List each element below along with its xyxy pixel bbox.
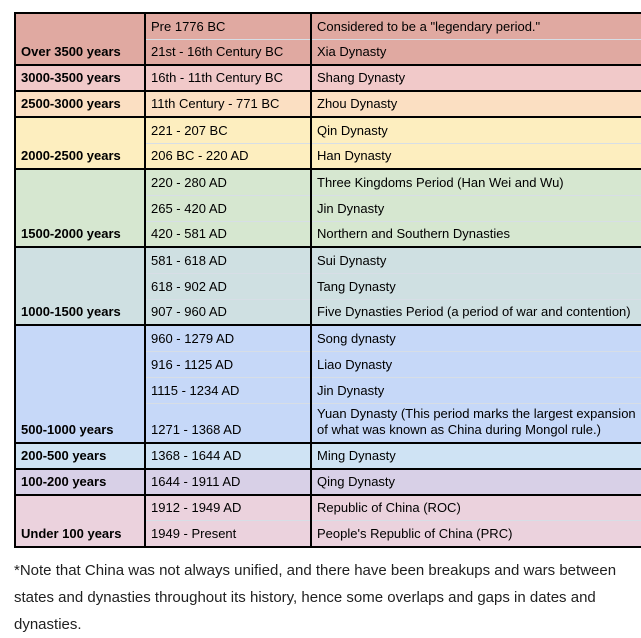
date-range-cell: 1644 - 1911 AD (145, 469, 311, 495)
dynasty-cell: Ming Dynasty (311, 443, 641, 469)
age-range-cell: 1500-2000 years (15, 169, 145, 247)
dynasty-cell: Qin Dynasty (311, 117, 641, 143)
date-range-cell: Pre 1776 BC (145, 13, 311, 39)
date-range-cell: 907 - 960 AD (145, 299, 311, 325)
age-range-cell: 2000-2500 years (15, 117, 145, 169)
date-range-cell: 265 - 420 AD (145, 195, 311, 221)
dynasty-cell: Sui Dynasty (311, 247, 641, 273)
date-range-cell: 581 - 618 AD (145, 247, 311, 273)
dynasty-cell: Three Kingdoms Period (Han Wei and Wu) (311, 169, 641, 195)
dynasty-cell: Republic of China (ROC) (311, 495, 641, 521)
table-row (15, 91, 641, 117)
dynasty-cell: Jin Dynasty (311, 195, 641, 221)
dynasty-cell: Xia Dynasty (311, 39, 641, 65)
table-row (15, 469, 641, 495)
date-range-cell: 1368 - 1644 AD (145, 443, 311, 469)
table-row (15, 169, 641, 195)
table-row (15, 443, 641, 469)
date-range-cell: 221 - 207 BC (145, 117, 311, 143)
dynasty-cell: People's Republic of China (PRC) (311, 521, 641, 547)
dynasty-cell: Jin Dynasty (311, 377, 641, 403)
date-range-cell: 11th Century - 771 BC (145, 91, 311, 117)
table-row (15, 495, 641, 521)
dynasty-cell: Five Dynasties Period (a period of war and contention) (311, 299, 641, 325)
age-range-cell: 2500-3000 years (15, 91, 145, 117)
dynasty-cell: Song dynasty (311, 325, 641, 351)
date-range-cell: 16th - 11th Century BC (145, 65, 311, 91)
footnote: *Note that China was not always unified, and there have been breakups and wars between states and dynasties throughout its history, hence some overlaps and gaps in dates and dynasties. (14, 561, 617, 633)
date-range-cell: 420 - 581 AD (145, 221, 311, 247)
table-row (15, 13, 641, 39)
date-range-cell: 618 - 902 AD (145, 273, 311, 299)
age-range-cell: 1000-1500 years (15, 247, 145, 325)
dynasty-cell: Zhou Dynasty (311, 91, 641, 117)
dynasty-cell: Shang Dynasty (311, 65, 641, 91)
date-range-cell: 206 BC - 220 AD (145, 143, 311, 169)
dynasty-cell: Considered to be a "legendary period." (311, 13, 641, 39)
dynasty-cell: Northern and Southern Dynasties (311, 221, 641, 247)
date-range-cell: 960 - 1279 AD (145, 325, 311, 351)
dynasty-cell: Han Dynasty (311, 143, 641, 169)
age-range-cell: Under 100 years (15, 495, 145, 547)
age-range-cell: 100-200 years (15, 469, 145, 495)
table-row (15, 65, 641, 91)
dynasty-cell: Liao Dynasty (311, 351, 641, 377)
table-row (15, 247, 641, 273)
date-range-cell: 21st - 16th Century BC (145, 39, 311, 65)
date-range-cell: 1949 - Present (145, 521, 311, 547)
date-range-cell: 220 - 280 AD (145, 169, 311, 195)
age-range-cell: 3000-3500 years (15, 65, 145, 91)
age-range-cell: 500-1000 years (15, 325, 145, 443)
date-range-cell: 1115 - 1234 AD (145, 377, 311, 403)
dynasty-cell: Yuan Dynasty (This period marks the largest expansion of what was known as China during Mongol rule.) (311, 403, 641, 443)
table-row (15, 325, 641, 351)
age-range-cell: Over 3500 years (15, 13, 145, 65)
table-row (15, 117, 641, 143)
dynasty-cell: Tang Dynasty (311, 273, 641, 299)
dynasty-cell: Qing Dynasty (311, 469, 641, 495)
dynasty-age-table (14, 12, 641, 548)
date-range-cell: 1912 - 1949 AD (145, 495, 311, 521)
date-range-cell: 916 - 1125 AD (145, 351, 311, 377)
age-range-cell: 200-500 years (15, 443, 145, 469)
date-range-cell: 1271 - 1368 AD (145, 403, 311, 443)
